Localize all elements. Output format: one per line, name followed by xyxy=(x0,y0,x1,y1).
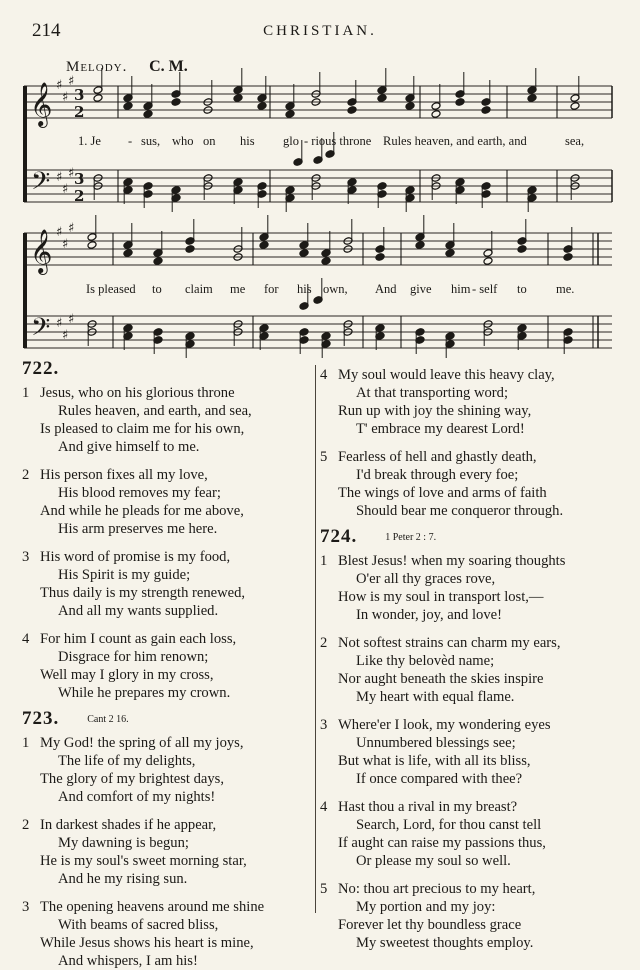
key-sharp: ♯ xyxy=(62,237,69,252)
stanza xyxy=(320,552,620,624)
verse-line xyxy=(22,548,312,566)
verse-line xyxy=(22,952,312,970)
verse-line xyxy=(22,484,312,502)
stanza-number: 1 xyxy=(320,553,328,569)
lyric-syllable: him xyxy=(451,282,471,296)
verse-line xyxy=(320,588,620,606)
time-signature: 3 xyxy=(74,86,85,104)
verse-line xyxy=(320,484,620,502)
verse-line xyxy=(320,880,620,898)
verse-line xyxy=(22,584,312,602)
note-head xyxy=(375,253,385,262)
music-score xyxy=(0,0,640,360)
verse-line xyxy=(22,898,312,916)
note-head xyxy=(257,102,267,111)
verse-line xyxy=(320,466,620,484)
running-title: CHRISTIAN. xyxy=(263,23,377,39)
verse-text: The opening heavens around me shine xyxy=(40,899,265,915)
note-head xyxy=(405,102,415,111)
verse-text: His blood removes my fear; xyxy=(58,485,221,501)
note-head xyxy=(563,253,573,262)
stanza-number: 1 xyxy=(22,385,30,401)
verse-text: Should bear me conqueror through. xyxy=(356,503,564,519)
stanza-number: 1 xyxy=(22,735,30,751)
lyric-syllable: own, xyxy=(323,282,348,296)
verse-text: Where'er I look, my wondering eyes xyxy=(338,717,551,733)
lyric-syllable: sus, xyxy=(141,134,161,148)
verse-text: My soul would leave this heavy clay, xyxy=(338,367,555,383)
note-head xyxy=(233,94,243,103)
verse-text: My dawning is begun; xyxy=(58,835,189,851)
note-head xyxy=(481,106,491,115)
verse-text: His arm preserves me here. xyxy=(58,521,218,537)
verse-text: Well may I glory in my cross, xyxy=(40,667,214,683)
verse-text: With beams of sacred bliss, xyxy=(58,917,219,933)
lyric-syllable: me xyxy=(230,282,246,296)
note-head xyxy=(123,249,133,258)
verse-text: How is my soul in transport lost,— xyxy=(338,589,544,605)
note-head xyxy=(153,257,163,266)
verse-text: And while he pleads for me above, xyxy=(40,503,244,519)
stanza-number: 4 xyxy=(22,631,30,647)
note-head xyxy=(321,257,331,266)
note-head xyxy=(123,102,133,111)
bass-clef: 𝄢 xyxy=(31,167,51,202)
hymn-block xyxy=(22,360,312,702)
time-signature: 3 xyxy=(74,170,85,188)
left-column xyxy=(22,360,312,970)
verse-line xyxy=(320,366,620,384)
verse-text: His person fixes all my love, xyxy=(40,467,208,483)
verse-line xyxy=(320,634,620,652)
hymn-heading xyxy=(22,710,312,732)
verse-line xyxy=(22,602,312,620)
tune-name: Melody. xyxy=(66,59,128,75)
lyric-syllable: on xyxy=(203,134,216,148)
verse-line xyxy=(22,870,312,888)
hymn-block xyxy=(22,710,312,970)
note-head xyxy=(431,110,441,119)
verse-text: T' embrace my dearest Lord! xyxy=(356,421,525,437)
note-head xyxy=(347,106,357,115)
verse-text: For him I count as gain each loss, xyxy=(40,631,237,647)
note-head xyxy=(377,94,387,103)
note-head xyxy=(171,98,181,107)
lyric-syllable: And xyxy=(375,282,397,296)
verse-text: His Spirit is my guide; xyxy=(58,567,191,583)
verse-text: Like thy belovèd name; xyxy=(356,653,495,669)
note-head xyxy=(415,241,425,250)
stanza xyxy=(320,634,620,706)
verse-line xyxy=(320,402,620,420)
verse-text: In darkest shades if he appear, xyxy=(40,817,217,833)
hymn-heading xyxy=(22,360,312,382)
verse-text: Rules heaven, and earth, and sea, xyxy=(58,403,252,419)
verse-line xyxy=(22,684,312,702)
verse-line xyxy=(22,648,312,666)
stanza xyxy=(22,816,312,888)
verse-line xyxy=(22,666,312,684)
verse-line xyxy=(320,898,620,916)
stanza-number: 3 xyxy=(320,717,328,733)
verse-line xyxy=(22,466,312,484)
key-sharp: ♯ xyxy=(62,328,69,343)
verse-line xyxy=(22,566,312,584)
verse-line xyxy=(320,670,620,688)
lyric-syllable: - xyxy=(128,134,133,148)
stanza-number: 4 xyxy=(320,799,328,815)
note-head xyxy=(517,245,527,254)
key-sharp: ♯ xyxy=(68,166,75,181)
lyric-syllable: Is pleased xyxy=(86,282,136,296)
verse-line xyxy=(320,852,620,870)
note-head xyxy=(299,249,309,258)
verse-line xyxy=(320,752,620,770)
verse-text: In wonder, joy, and love! xyxy=(356,607,502,623)
lyric-syllable: Rules heaven, and earth, and xyxy=(383,134,527,148)
lyric-syllable: who xyxy=(172,134,194,148)
verse-line xyxy=(22,502,312,520)
verse-text: The glory of my brightest days, xyxy=(40,771,225,787)
verse-line xyxy=(320,734,620,752)
verse-text: While Jesus shows his heart is mine, xyxy=(40,935,254,951)
verse-line xyxy=(22,438,312,456)
verse-text: Not softest strains can charm my ears, xyxy=(338,635,561,651)
lyric-syllable: 1. Je xyxy=(78,134,101,148)
verse-line xyxy=(320,934,620,952)
verse-line xyxy=(320,502,620,520)
verse-text: My portion and my joy: xyxy=(356,899,496,915)
verse-line xyxy=(22,788,312,806)
verse-line xyxy=(320,606,620,624)
verse-line xyxy=(22,520,312,538)
lyric-syllable: his xyxy=(240,134,255,148)
verse-line xyxy=(320,552,620,570)
note-head xyxy=(445,249,455,258)
hymn-block xyxy=(320,528,620,952)
stanza-number: 2 xyxy=(22,817,30,833)
stanza-number: 3 xyxy=(22,549,30,565)
verse-text: The wings of love and arms of faith xyxy=(338,485,547,501)
lyric-syllable: glo xyxy=(283,134,299,148)
verse-text: And comfort of my nights! xyxy=(58,789,216,805)
verse-line xyxy=(320,420,620,438)
verse-text: His word of promise is my food, xyxy=(40,549,231,565)
treble-clef: 𝄞 xyxy=(30,82,53,126)
verse-text: If aught can raise my passions thus, xyxy=(338,835,546,851)
key-sharp: ♯ xyxy=(62,90,69,105)
note-head xyxy=(259,241,269,250)
verse-line xyxy=(320,688,620,706)
note-head xyxy=(143,110,153,119)
verse-text: Thus daily is my strength renewed, xyxy=(40,585,246,601)
verse-text: The life of my delights, xyxy=(58,753,196,769)
verse-text: And whispers, I am his! xyxy=(58,953,198,969)
verse-text: My God! the spring of all my joys, xyxy=(40,735,244,751)
verse-text: Unnumbered blessings see; xyxy=(356,735,516,751)
right-column xyxy=(320,366,620,952)
lyric-syllable: give xyxy=(410,282,432,296)
verse-text: If once compared with thee? xyxy=(356,771,523,787)
verse-text: And all my wants supplied. xyxy=(58,603,219,619)
verse-line xyxy=(320,384,620,402)
verse-text: Nor aught beneath the skies inspire xyxy=(338,671,544,687)
stanza xyxy=(22,898,312,970)
verse-text: Jesus, who on his glorious throne xyxy=(40,385,235,401)
key-sharp: ♯ xyxy=(56,225,63,240)
stanza-number: 2 xyxy=(320,635,328,651)
verse-text: Disgrace for him renown; xyxy=(58,649,209,665)
stanza xyxy=(22,384,312,456)
note-head xyxy=(285,110,295,119)
hymn-heading xyxy=(320,528,620,550)
verse-line xyxy=(22,852,312,870)
verse-text: Forever let thy boundless grace xyxy=(338,917,522,933)
verse-line xyxy=(320,570,620,588)
verse-line xyxy=(320,834,620,852)
verse-text: Or please my soul so well. xyxy=(356,853,511,869)
time-signature: 2 xyxy=(74,187,85,205)
verse-text: Search, Lord, for thou canst tell xyxy=(356,817,542,833)
stanza xyxy=(320,448,620,520)
column-divider xyxy=(315,365,316,913)
key-sharp: ♯ xyxy=(68,312,75,327)
verse-text: And give himself to me. xyxy=(58,439,200,455)
tune-meter: C. M. xyxy=(149,58,188,75)
stanza xyxy=(320,716,620,788)
lyric-syllable: me. xyxy=(556,282,575,296)
key-sharp: ♯ xyxy=(56,170,63,185)
verse-line xyxy=(320,716,620,734)
lyric-syllable: - rious throne xyxy=(304,134,372,148)
stanza xyxy=(22,734,312,806)
verse-line xyxy=(320,798,620,816)
verse-text: O'er all thy graces rove, xyxy=(356,571,496,587)
verse-line xyxy=(22,420,312,438)
stanza xyxy=(22,466,312,538)
scripture-reference: 1 Peter 2 : 7. xyxy=(385,532,437,543)
verse-text: My heart with equal flame. xyxy=(356,689,515,705)
scripture-reference: Cant 2 16. xyxy=(87,714,129,725)
lyric-syllable: for xyxy=(264,282,279,296)
page-number: 214 xyxy=(32,20,61,41)
note-head xyxy=(185,245,195,254)
verse-text: He is my soul's sweet morning star, xyxy=(40,853,247,869)
verse-line xyxy=(320,916,620,934)
stanza-number: 4 xyxy=(320,367,328,383)
verse-text: Blest Jesus! when my soaring thoughts xyxy=(338,553,566,569)
verse-text: At that transporting word; xyxy=(356,385,508,401)
lyric-syllable: claim xyxy=(185,282,213,296)
verse-line xyxy=(22,834,312,852)
stanza xyxy=(320,798,620,870)
lyric-syllable: sea, xyxy=(565,134,585,148)
stanza-number: 2 xyxy=(22,467,30,483)
note-head xyxy=(483,257,493,266)
verse-line xyxy=(320,448,620,466)
bass-clef: 𝄢 xyxy=(31,313,51,348)
note-head xyxy=(455,98,465,107)
treble-clef: 𝄞 xyxy=(30,229,53,273)
verse-line xyxy=(22,630,312,648)
stanza xyxy=(320,880,620,952)
note-head xyxy=(527,94,537,103)
key-sharp: ♯ xyxy=(56,78,63,93)
verse-line xyxy=(320,770,620,788)
verse-text: And he my rising sun. xyxy=(58,871,188,887)
verse-text: Fearless of hell and ghastly death, xyxy=(338,449,537,465)
verse-line xyxy=(22,402,312,420)
stanza-number: 5 xyxy=(320,881,328,897)
verse-text: Hast thou a rival in my breast? xyxy=(338,799,518,815)
hymn-block xyxy=(320,366,620,520)
stanza-number: 5 xyxy=(320,449,328,465)
lyric-syllable: his xyxy=(297,282,312,296)
verse-line xyxy=(22,734,312,752)
stanza-number: 3 xyxy=(22,899,30,915)
hymn-number: 722. xyxy=(22,358,60,379)
key-sharp: ♯ xyxy=(62,182,69,197)
verse-text: While he prepares my crown. xyxy=(58,685,231,701)
lyric-syllable: - self xyxy=(472,282,498,296)
hymn-number: 723. xyxy=(22,708,60,729)
lyric-syllable: to xyxy=(517,282,527,296)
time-signature: 2 xyxy=(74,103,85,121)
note-head xyxy=(93,94,103,103)
verse-line xyxy=(22,816,312,834)
stanza xyxy=(22,548,312,620)
key-sharp: ♯ xyxy=(68,74,75,89)
verse-line xyxy=(22,770,312,788)
stanza xyxy=(22,630,312,702)
lyric-syllable: to xyxy=(152,282,162,296)
hymn-number: 724. xyxy=(320,526,358,547)
key-sharp: ♯ xyxy=(68,221,75,236)
verse-line xyxy=(22,934,312,952)
note-head xyxy=(570,102,580,111)
verse-line xyxy=(22,384,312,402)
stanza xyxy=(320,366,620,438)
verse-line xyxy=(320,652,620,670)
note-head xyxy=(87,241,97,250)
verse-text: I'd break through every foe; xyxy=(356,467,519,483)
verse-text: But what is life, with all its bliss, xyxy=(338,753,531,769)
verse-line xyxy=(22,916,312,934)
verse-line xyxy=(320,816,620,834)
key-sharp: ♯ xyxy=(56,316,63,331)
verse-text: My sweetest thoughts employ. xyxy=(356,935,534,951)
verse-text: Run up with joy the shining way, xyxy=(338,403,532,419)
verse-line xyxy=(22,752,312,770)
verse-text: No: thou art precious to my heart, xyxy=(338,881,536,897)
verse-text: Is pleased to claim me for his own, xyxy=(40,421,245,437)
